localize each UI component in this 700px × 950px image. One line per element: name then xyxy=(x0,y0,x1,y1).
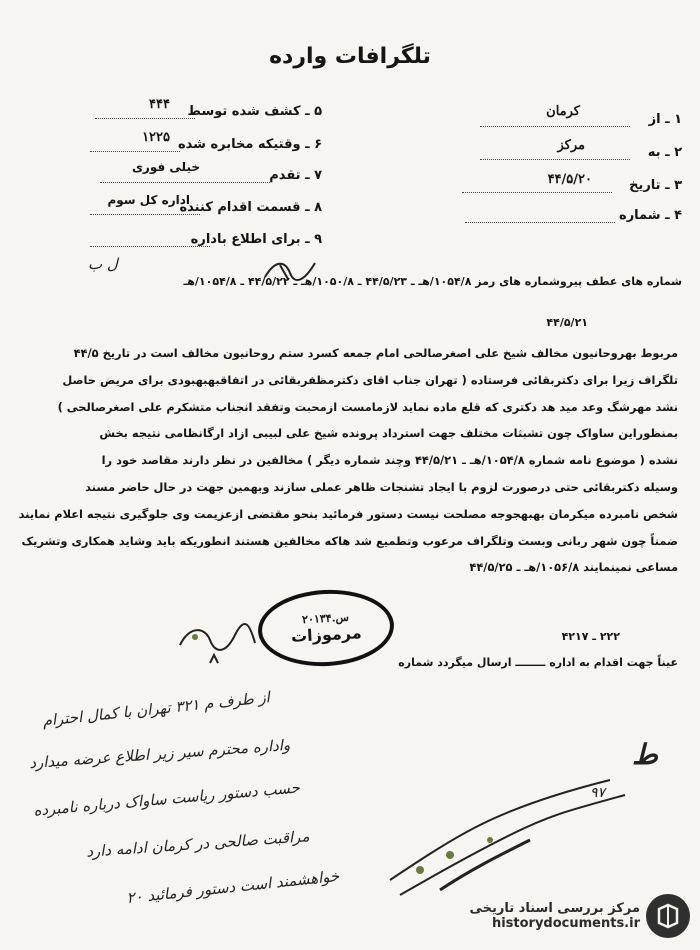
field-to-value: مرکز xyxy=(557,138,585,153)
field-time-line xyxy=(90,151,180,152)
field-to-line xyxy=(480,159,630,160)
body-line: مربوط بهروحانیون مخالف شیخ علی اصغرصالحی امام جمعه کسرد ستم روحانیون مخالف است در تاریخ ۴۴/۵ xyxy=(73,346,678,360)
handwritten-note: حسب دستور ریاست ساواک درباره نامبرده xyxy=(32,778,301,820)
field-from-value: کرمان xyxy=(546,104,580,119)
field-section-label: ۸ ـ قسمت اقدام کننده xyxy=(179,200,322,215)
margin-note-right: ط xyxy=(632,738,658,771)
handwritten-note: واداره محترم سیر زیر اطلاع عرضه میدارد xyxy=(28,735,291,773)
field-time-label: ۶ ـ وقتیکه مخابره شده xyxy=(177,137,322,152)
reference-line: شماره های عطف پیروشماره های رمز ۱۰۵۴/۸/هـ ـ ۴۴/۵/۲۳ ـ ۱۰۵۰/۸/هـ ـ ۴۴/۵/۲۲ ـ ۱۰۵۴/۸/هـ xyxy=(183,275,682,288)
document-title: تلگرافات وارده xyxy=(269,44,431,69)
field-date-value: ۴۴/۵/۲۰ xyxy=(547,172,592,187)
field-date xyxy=(629,178,682,193)
body-line: نشد مهرشگ وعد مید هد دکتری که قلع ماده نماید لازمامست ازمحبت وتفقد انجناب متشکرم علی اصغرصالحی ) xyxy=(57,399,678,414)
field-decoded-by-line xyxy=(95,118,195,119)
field-decoded-by-value: ۴۴۴ xyxy=(149,97,170,112)
margin-note-number: ۹۷ xyxy=(590,785,606,801)
body-line: تلگراف زیرا برای دکتربقائی فرستاده ( تهران جناب اقای دکترمظفربقائی در اتفاقبهبهبودی برای مریض حاصل xyxy=(62,372,678,387)
watermark-title: مرکز بررسی اسناد تاریخی xyxy=(469,901,640,916)
field-number-line xyxy=(465,222,615,223)
archive-logo-icon xyxy=(646,894,690,938)
field-date-line xyxy=(462,192,612,193)
field-priority-label: ۷ ـ تقدم xyxy=(269,168,322,183)
field-section-line xyxy=(90,214,200,215)
field-number-label: ۴ ـ شماره xyxy=(619,208,682,223)
handwritten-note: خواهشمند است دستور فرمائید ۲۰ xyxy=(126,866,341,908)
body-line: وسیله دکتربقائی حتی درصورت لزوم با ایجاد تشنجات ظاهر عملی سازند وبهمین جهت در حال حاضر مسند xyxy=(85,479,678,494)
field-inform-line xyxy=(90,246,210,247)
field-decoded-by-label: ۵ ـ کشف شده توسط xyxy=(187,104,322,119)
body-line: ضمناً چون شهر ربانی وبست وتلگراف مرعوب وتطمیع شد هاکه مخالفین هستند انطوریکه باید وشاید همکاری وتشریک xyxy=(21,533,678,548)
field-from xyxy=(649,112,682,127)
field-number xyxy=(619,208,682,223)
handwritten-note: از طرف م ۳۲۱ تهران با کمال احترام xyxy=(41,688,271,730)
field-to xyxy=(648,145,682,160)
field-date-label: ۳ ـ تاریخ xyxy=(629,178,682,193)
handwritten-note: مراقبت صالحی در کرمان ادامه دارد xyxy=(86,827,311,861)
field-priority-line xyxy=(100,182,270,183)
action-line: عیناً جهت اقدام به اداره ــــــــ ارسال میگردد شماره xyxy=(398,656,678,669)
classified-stamp xyxy=(256,586,396,669)
stamp-text: مرموزات xyxy=(290,623,363,646)
field-time-value: ۱۲۲۵ xyxy=(142,130,170,145)
body-line: بمنظوراین ساواک چون تشبثات مختلف جهت استرداد پرونده شیخ علی لبیبی ازاد ارگانظامی نتیجه بخش xyxy=(99,426,678,441)
field-from-label: ۱ ـ از xyxy=(648,112,682,127)
watermark xyxy=(410,888,690,944)
body-line: شخص نامبرده میکرمان بهبهجوجه مصلحت نیست دستور فرمائید بنحو مقتضی ازعزیمت وی جلوگیری نتیجه اعلام نمایند xyxy=(18,506,678,521)
watermark-url: historydocuments.ir xyxy=(491,916,640,931)
telegram-body xyxy=(18,340,678,581)
field-inform-label: ۹ ـ برای اطلاع باداره xyxy=(190,232,322,247)
margin-note-top: ل ب xyxy=(88,255,118,273)
field-priority-value: خیلی فوری xyxy=(131,160,200,174)
field-to-label: ۲ ـ به xyxy=(647,145,682,160)
stamp-number: س.۲۰۱۳۴ xyxy=(301,610,350,627)
signature-scribble xyxy=(170,615,260,675)
body-line: نشده ( موضوع نامه شماره ۱۰۵۴/۸/هـ ـ ۴۴/۵/۲۱ وچند شماره دیگر ) مخالفین در نظر دارند مقاصد خود را xyxy=(101,453,678,468)
field-section-value: اداره کل سوم xyxy=(107,193,190,207)
body-line: مساعی نمینمایند ۱۰۵۶/۸/هـ ـ ۴۴/۵/۲۵ xyxy=(469,560,678,575)
reference-date: ۴۴/۵/۲۱ xyxy=(546,316,588,329)
action-ref: ۲۲۲ ـ ۴۲۱۷ xyxy=(561,630,620,643)
field-from-line xyxy=(480,126,630,127)
